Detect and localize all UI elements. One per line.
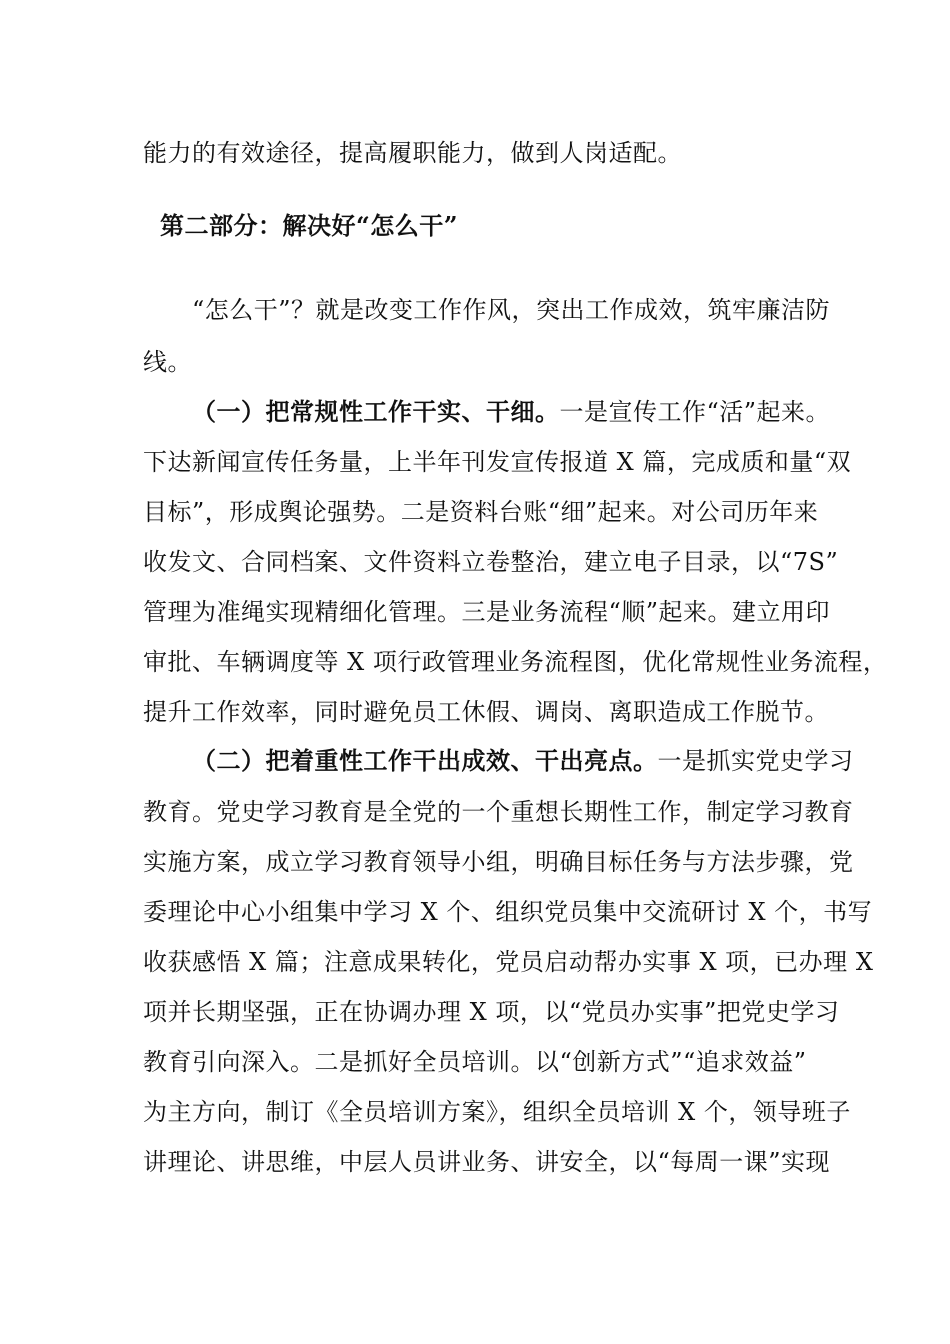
text-line-18: 为主方向，制订《全员培训方案》，组织全员培训 X 个，领导班子 [143, 1098, 851, 1126]
text-line-10: 提升工作效率，同时避免员工休假、调岗、离职造成工作脱节。 [143, 698, 829, 726]
paragraph-1-heading: （一）把常规性工作干实、干细。 [192, 397, 560, 426]
text-line-3: 线。 [143, 348, 192, 376]
paragraph-1-first-line [192, 396, 830, 428]
paragraph-2-heading: （二）把着重性工作干出成效、干出亮点。 [192, 746, 658, 775]
text-line-6: 目标”，形成舆论强势。二是资料台账“细”起来。对公司历年来 [143, 498, 819, 526]
text-line-17: 教育引向深入。二是抓好全员培训。以“创新方式”“追求效益” [143, 1048, 807, 1076]
text-line-15: 收获感悟 X 篇；注意成果转化，党员启动帮办实事 X 项，已办理 X [143, 948, 874, 976]
text-line-5: 下达新闻宣传任务量，上半年刊发宣传报道 X 篇，完成质和量“双 [143, 448, 852, 476]
paragraph-2-first-line [192, 745, 854, 777]
text-line-1: 能力的有效途径，提高履职能力，做到人岗适配。 [143, 139, 682, 167]
text-line-7: 收发文、合同档案、文件资料立卷整治，建立电子目录，以“7S” [143, 548, 839, 576]
text-line-8: 管理为准绳实现精细化管理。三是业务流程“顺”起来。建立用印 [143, 598, 831, 626]
text-line-2: “怎么干”？就是改变工作作风，突出工作成效，筑牢廉洁防 [192, 296, 831, 324]
text-line-12: 教育。党史学习教育是全党的一个重想长期性工作，制定学习教育 [143, 798, 854, 826]
text-line-19: 讲理论、讲思维，中层人员讲业务、讲安全，以“每周一课”实现 [143, 1148, 831, 1176]
paragraph-2-lead: 一是抓实党史学习 [657, 747, 854, 775]
text-line-16: 项并长期坚强，正在协调办理 X 项，以“党员办实事”把党史学习 [143, 998, 840, 1026]
paragraph-1-lead: 一是宣传工作“活”起来。 [559, 398, 831, 426]
text-line-13: 实施方案，成立学习教育领导小组，明确目标任务与方法步骤，党 [143, 848, 854, 876]
text-line-14: 委理论中心小组集中学习 X 个、组织党员集中交流研讨 X 个，书写 [143, 898, 873, 926]
text-line-9: 审批、车辆调度等 X 项行政管理业务流程图，优化常规性业务流程， [143, 648, 888, 676]
section-heading: 第二部分：解决好“怎么干” [160, 211, 459, 240]
